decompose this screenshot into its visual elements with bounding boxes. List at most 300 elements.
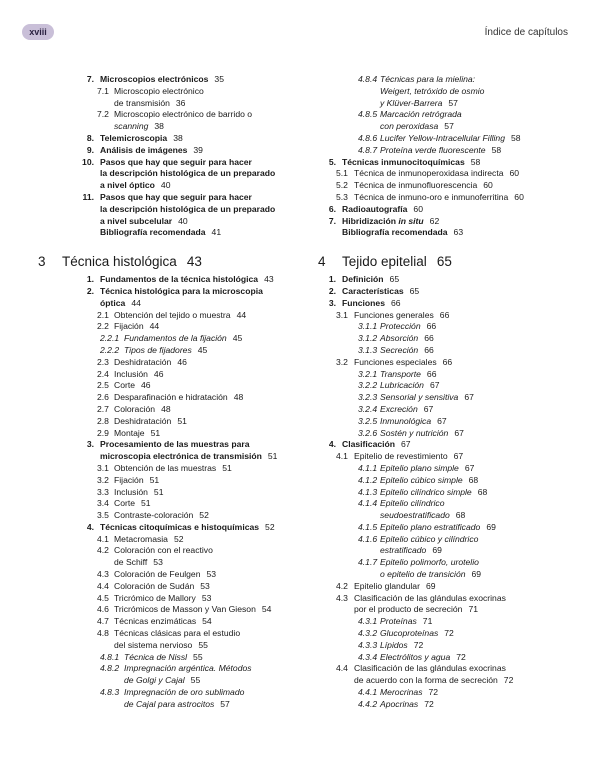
entry-number: 3. bbox=[86, 439, 94, 450]
entry-number: 4.8 bbox=[97, 628, 109, 639]
toc-entry bbox=[318, 616, 580, 628]
entry-title: Técnica de Nissl bbox=[124, 651, 188, 662]
chapter-heading bbox=[318, 253, 580, 271]
entry-title: seudoestratificado bbox=[380, 510, 450, 521]
entry-page: 68 bbox=[468, 474, 479, 485]
entry-title: Microscopio electrónico de barrido o bbox=[114, 109, 253, 120]
entry-title: Coloración de Sudán bbox=[114, 580, 195, 591]
entry-page: 44 bbox=[149, 321, 160, 332]
entry-page: 67 bbox=[454, 427, 464, 438]
toc-entry bbox=[38, 180, 298, 192]
toc-entry bbox=[318, 593, 580, 605]
toc-entry bbox=[38, 652, 298, 664]
toc-entry bbox=[318, 439, 580, 451]
toc-entry bbox=[318, 216, 580, 228]
entry-page: 71 bbox=[468, 604, 479, 615]
entry-title: Pasos que hay que seguir para hacer bbox=[100, 191, 252, 202]
toc-entry bbox=[318, 628, 580, 640]
toc-entry bbox=[38, 310, 298, 322]
entry-title: Proteínas bbox=[380, 616, 417, 627]
entry-title: Técnica histológica para la microscopia bbox=[100, 285, 263, 296]
toc-entry bbox=[318, 274, 580, 286]
entry-page: 46 bbox=[153, 368, 164, 379]
entry-number: 4.3.2 bbox=[358, 628, 378, 639]
entry-number: 3.2.5 bbox=[358, 415, 378, 426]
entry-page: 51 bbox=[177, 415, 187, 426]
entry-page: 66 bbox=[390, 297, 401, 308]
entry-page: 67 bbox=[464, 392, 474, 403]
entry-number: 4.4.1 bbox=[358, 687, 378, 698]
entry-number: 4.8.4 bbox=[358, 74, 378, 84]
entry-title: de Golgi y Cajal bbox=[124, 675, 185, 686]
toc-entry bbox=[38, 569, 298, 581]
entry-title: Fundamentos de la técnica histológica bbox=[100, 274, 259, 285]
toc-entry bbox=[38, 227, 298, 239]
toc-entry bbox=[318, 652, 580, 664]
toc-entry bbox=[318, 640, 580, 652]
entry-page: 53 bbox=[200, 580, 210, 591]
entry-title: Definición bbox=[342, 274, 384, 285]
entry-number: 3.1.3 bbox=[358, 344, 378, 355]
entry-number: 3.1.1 bbox=[358, 321, 378, 332]
entry-number: 2. bbox=[328, 285, 336, 296]
entry-page: 60 bbox=[514, 191, 524, 202]
entry-title: Lucifer Yellow-Intracellular Filling bbox=[380, 132, 505, 143]
entry-number: 4.1.6 bbox=[358, 533, 378, 544]
entry-title: Bibliografía recomendada bbox=[100, 227, 206, 238]
toc-entry bbox=[318, 380, 580, 392]
entry-page: 69 bbox=[486, 521, 496, 532]
toc-entry bbox=[38, 298, 298, 310]
entry-page: 58 bbox=[510, 132, 521, 143]
entry-number: 4.8.6 bbox=[358, 132, 378, 143]
toc-entry bbox=[38, 345, 298, 357]
entry-title: estratificado bbox=[380, 545, 427, 556]
entry-page: 72 bbox=[503, 675, 514, 686]
toc-entry bbox=[318, 675, 580, 687]
entry-number: 4.3.1 bbox=[358, 616, 378, 627]
entry-page: 67 bbox=[453, 451, 464, 462]
toc-entry bbox=[38, 216, 298, 228]
entry-page: 40 bbox=[178, 215, 188, 226]
entry-page: 51 bbox=[141, 498, 151, 509]
toc-entry bbox=[38, 593, 298, 605]
entry-title: Contraste-coloración bbox=[114, 510, 194, 521]
toc-entry bbox=[38, 286, 298, 298]
entry-title: Técnicas para la mielina: bbox=[380, 74, 476, 84]
toc-entry bbox=[318, 487, 580, 499]
entry-page: 48 bbox=[161, 403, 171, 414]
entry-page: 55 bbox=[193, 651, 203, 662]
toc-entry bbox=[38, 699, 298, 711]
entry-number: 4. bbox=[86, 521, 94, 532]
entry-title: Obtención del tejido o muestra bbox=[114, 309, 231, 320]
page-header bbox=[0, 0, 600, 48]
toc-entry bbox=[318, 133, 580, 145]
entry-title: Secreción bbox=[380, 344, 419, 355]
entry-number: 4.3.3 bbox=[358, 639, 378, 650]
entry-page: 65 bbox=[389, 274, 400, 285]
page-folio: xviii bbox=[22, 24, 54, 40]
toc-entry bbox=[38, 581, 298, 593]
entry-number: 3.2 bbox=[336, 356, 348, 367]
toc-entry bbox=[38, 392, 298, 404]
toc-entry bbox=[318, 227, 580, 239]
chapter-number: 3 bbox=[38, 254, 46, 270]
toc-entry bbox=[38, 475, 298, 487]
entry-title: Apocrinas bbox=[380, 698, 419, 709]
toc-column-left bbox=[38, 74, 298, 711]
toc-entry bbox=[38, 109, 298, 121]
toc-entry bbox=[38, 675, 298, 687]
entry-page: 63 bbox=[453, 227, 464, 238]
chapter-title: Tejido epitelial bbox=[342, 254, 427, 270]
entry-title: Coloración con el reactivo bbox=[114, 545, 213, 556]
entry-number: 4.1 bbox=[97, 533, 109, 544]
entry-title: de transmisión bbox=[114, 97, 170, 108]
entry-page: 55 bbox=[190, 675, 201, 686]
entry-title: Coloración bbox=[114, 403, 156, 414]
entry-title: Epitelio plano simple bbox=[380, 462, 459, 473]
entry-title: Marcación retrógrada bbox=[380, 109, 462, 120]
entry-title: Fijación bbox=[114, 321, 144, 332]
entry-number: 7. bbox=[86, 74, 94, 84]
toc-entry bbox=[318, 604, 580, 616]
entry-page: 57 bbox=[220, 698, 230, 709]
toc-entry bbox=[318, 522, 580, 534]
section-gap bbox=[38, 239, 298, 247]
toc-entry bbox=[318, 145, 580, 157]
entry-title: Fundamentos de la fijación bbox=[124, 333, 227, 344]
entry-page: 46 bbox=[177, 356, 187, 367]
entry-page: 66 bbox=[439, 309, 450, 320]
toc-entry bbox=[38, 616, 298, 628]
entry-number: 6. bbox=[328, 203, 336, 214]
entry-title: Técnicas citoquímicas e histoquímicas bbox=[100, 521, 260, 532]
toc-entry bbox=[318, 204, 580, 216]
entry-title-italic: in situ bbox=[398, 215, 424, 226]
toc-entry bbox=[318, 498, 580, 510]
toc-entry bbox=[38, 321, 298, 333]
entry-number: 7.1 bbox=[97, 85, 109, 96]
entry-title: Lubricación bbox=[380, 380, 424, 391]
toc-entry bbox=[318, 451, 580, 463]
entry-title: Clasificación de las glándulas exocrinas bbox=[354, 663, 506, 674]
entry-title: Análisis de imágenes bbox=[100, 144, 188, 155]
entry-page: 38 bbox=[173, 132, 183, 143]
toc-entry bbox=[318, 192, 580, 204]
entry-title: Radioautografía bbox=[342, 203, 408, 214]
entry-number: 4.8.1 bbox=[100, 651, 120, 662]
entry-page: 45 bbox=[197, 344, 208, 355]
toc-entry bbox=[318, 121, 580, 133]
toc-entry bbox=[318, 404, 580, 416]
entry-page: 66 bbox=[424, 333, 434, 344]
entry-title: a nivel óptico bbox=[100, 180, 155, 191]
toc-entry bbox=[318, 286, 580, 298]
entry-number: 4.1.3 bbox=[358, 486, 378, 497]
toc-entry bbox=[318, 74, 580, 86]
entry-page: 72 bbox=[413, 639, 424, 650]
entry-page: 68 bbox=[477, 486, 488, 497]
entry-page: 68 bbox=[455, 510, 466, 521]
toc-entry bbox=[318, 333, 580, 345]
toc-entry bbox=[318, 98, 580, 110]
toc-entry bbox=[318, 157, 580, 169]
entry-number: 11. bbox=[82, 191, 94, 202]
entry-title: Pasos que hay que seguir para hacer bbox=[100, 156, 252, 167]
entry-page: 48 bbox=[233, 392, 244, 403]
entry-title: Hibridización bbox=[342, 215, 396, 226]
entry-title: Epitelio cilíndrico bbox=[380, 498, 445, 509]
entry-number: 2.2 bbox=[97, 321, 109, 332]
toc-entry bbox=[38, 687, 298, 699]
entry-title: Funciones especiales bbox=[354, 356, 437, 367]
entry-number: 4.1 bbox=[336, 451, 348, 462]
entry-title: Características bbox=[342, 285, 404, 296]
entry-title: Corte bbox=[114, 498, 136, 509]
toc-entry bbox=[318, 545, 580, 557]
entry-title: Inclusión bbox=[114, 368, 148, 379]
entry-number: 3.1 bbox=[97, 462, 109, 473]
entry-number: 7. bbox=[328, 215, 336, 226]
toc-entry bbox=[318, 569, 580, 581]
toc-entry bbox=[38, 510, 298, 522]
entry-page: 67 bbox=[429, 380, 440, 391]
toc-entry bbox=[318, 321, 580, 333]
entry-page: 52 bbox=[265, 521, 275, 532]
entry-page: 51 bbox=[222, 462, 232, 473]
entry-title: Fijación bbox=[114, 474, 144, 485]
entry-page: 55 bbox=[198, 639, 208, 650]
entry-number: 2.2.2 bbox=[100, 344, 120, 355]
entry-page: 39 bbox=[193, 144, 203, 155]
toc-entry bbox=[318, 687, 580, 699]
entry-page: 66 bbox=[426, 321, 437, 332]
entry-number: 3.1 bbox=[336, 309, 348, 320]
entry-title: Epitelio cúbico y cilíndrico bbox=[380, 533, 479, 544]
toc-entry bbox=[38, 439, 298, 451]
toc-entry bbox=[38, 522, 298, 534]
toc-entry bbox=[38, 204, 298, 216]
toc-entry bbox=[318, 345, 580, 357]
toc-entry bbox=[38, 463, 298, 475]
entry-title: Técnica de inmunoperoxidasa indirecta bbox=[354, 168, 504, 179]
entry-title: la descripción histológica de un preparado bbox=[100, 168, 276, 179]
entry-number: 2.4 bbox=[97, 368, 109, 379]
entry-title: Telemicroscopia bbox=[100, 132, 168, 143]
entry-title: Lípidos bbox=[380, 639, 408, 650]
entry-title: Montaje bbox=[114, 427, 145, 438]
entry-title: Epitelio plano estratificado bbox=[380, 521, 481, 532]
entry-page: 66 bbox=[426, 368, 437, 379]
entry-number: 4. bbox=[328, 439, 336, 450]
entry-title: Tricrómico de Mallory bbox=[114, 592, 196, 603]
toc-entry bbox=[318, 557, 580, 569]
entry-title: Técnicas clásicas para el estudio bbox=[114, 628, 241, 639]
entry-number: 5. bbox=[328, 156, 336, 167]
toc-entry bbox=[318, 510, 580, 522]
entry-title: Inmunológica bbox=[380, 415, 432, 426]
entry-number: 4.3.4 bbox=[358, 651, 378, 662]
entry-title: Absorción bbox=[380, 333, 419, 344]
entry-number: 3.2.2 bbox=[358, 380, 378, 391]
toc-entry bbox=[38, 557, 298, 569]
entry-page: 41 bbox=[211, 227, 222, 238]
entry-page: 60 bbox=[509, 168, 520, 179]
entry-title: Inclusión bbox=[114, 486, 148, 497]
entry-number: 7.2 bbox=[97, 109, 109, 120]
entry-title: de Schiff bbox=[114, 557, 148, 568]
entry-title: Weigert, tetróxido de osmio bbox=[380, 85, 485, 96]
entry-title: Electrólitos y agua bbox=[380, 651, 451, 662]
toc-entry bbox=[318, 534, 580, 546]
entry-title: del sistema nervioso bbox=[114, 639, 193, 650]
entry-title: Epitelio glandular bbox=[354, 580, 420, 591]
entry-page: 53 bbox=[201, 592, 212, 603]
toc-entry bbox=[38, 380, 298, 392]
entry-number: 4.7 bbox=[97, 616, 109, 627]
entry-title: Desparafinación e hidratación bbox=[114, 392, 228, 403]
toc-entry bbox=[38, 133, 298, 145]
chapter-page: 65 bbox=[436, 254, 452, 270]
entry-number: 2.2.1 bbox=[100, 333, 120, 344]
toc-entry bbox=[38, 404, 298, 416]
entry-number: 10. bbox=[82, 156, 94, 167]
entry-page: 40 bbox=[160, 180, 171, 191]
entry-title: Técnicas enzimáticas bbox=[114, 616, 197, 627]
entry-title: Bibliografía recomendada bbox=[342, 227, 448, 238]
entry-number: 3.2 bbox=[97, 474, 109, 485]
toc-entry bbox=[38, 628, 298, 640]
entry-title: Clasificación bbox=[342, 439, 396, 450]
entry-number: 4.1.5 bbox=[358, 521, 378, 532]
entry-page: 66 bbox=[424, 344, 434, 355]
entry-title: óptica bbox=[100, 297, 126, 308]
entry-title: Metacromasia bbox=[114, 533, 168, 544]
entry-number: 5.2 bbox=[336, 180, 348, 191]
entry-page: 65 bbox=[409, 285, 420, 296]
entry-number: 4.1.1 bbox=[358, 462, 378, 473]
entry-page: 62 bbox=[429, 215, 440, 226]
toc-entry bbox=[38, 274, 298, 286]
entry-page: 52 bbox=[199, 510, 209, 521]
entry-page: 35 bbox=[214, 74, 224, 84]
entry-number: 3.2.1 bbox=[358, 368, 378, 379]
toc-entry bbox=[38, 369, 298, 381]
toc-entry bbox=[38, 428, 298, 440]
toc-entry bbox=[38, 416, 298, 428]
entry-page: 44 bbox=[131, 297, 141, 308]
entry-number: 4.1.4 bbox=[358, 498, 378, 509]
entry-number: 3.4 bbox=[97, 498, 109, 509]
entry-number: 3.5 bbox=[97, 510, 109, 521]
entry-title: Proteína verde fluorescente bbox=[380, 144, 486, 155]
entry-page: 60 bbox=[413, 203, 423, 214]
entry-page: 58 bbox=[491, 144, 502, 155]
entry-title: Corte bbox=[114, 380, 136, 391]
entry-page: 44 bbox=[236, 309, 247, 320]
entry-title: Epitelio de revestimiento bbox=[354, 451, 448, 462]
entry-title: Deshidratación bbox=[114, 415, 172, 426]
entry-number: 2.5 bbox=[97, 380, 109, 391]
chapter-page: 43 bbox=[186, 254, 202, 270]
entry-page: 51 bbox=[150, 427, 161, 438]
entry-title: Epitelio polimorfo, urotelio bbox=[380, 557, 479, 568]
entry-number: 4.5 bbox=[97, 592, 109, 603]
entry-page: 51 bbox=[267, 451, 278, 462]
entry-number: 2.1 bbox=[97, 309, 109, 320]
toc-entry bbox=[38, 74, 298, 86]
toc-entry bbox=[38, 333, 298, 345]
entry-number: 4.8.5 bbox=[358, 109, 378, 120]
entry-number: 9. bbox=[86, 144, 94, 155]
entry-number: 4.4.2 bbox=[358, 698, 378, 709]
entry-title: Epitelio cúbico simple bbox=[380, 474, 463, 485]
entry-page: 53 bbox=[206, 569, 217, 580]
entry-title: Técnica de inmunofluorescencia bbox=[354, 180, 478, 191]
toc-entry bbox=[38, 168, 298, 180]
entry-title: Epitelio cilíndrico simple bbox=[380, 486, 472, 497]
entry-number: 2.6 bbox=[97, 392, 109, 403]
entry-page: 57 bbox=[448, 97, 458, 108]
entry-number: 4.2 bbox=[97, 545, 109, 556]
entry-title: Impregnación argéntica. Métodos bbox=[124, 663, 252, 674]
entry-title: Impregnación de oro sublimado bbox=[124, 687, 245, 698]
toc-entry bbox=[38, 487, 298, 499]
entry-title: Técnica de inmuno-oro e inmunoferritina bbox=[354, 191, 509, 202]
entry-number: 4.3 bbox=[97, 569, 109, 580]
entry-title: con peroxidasa bbox=[380, 121, 439, 132]
entry-page: 43 bbox=[264, 274, 274, 285]
entry-number: 2.3 bbox=[97, 356, 109, 367]
toc-entry bbox=[38, 451, 298, 463]
entry-page: 45 bbox=[232, 333, 243, 344]
toc-entry bbox=[318, 463, 580, 475]
entry-number: 8. bbox=[86, 132, 94, 143]
entry-title: microscopia electrónica de transmisión bbox=[100, 451, 262, 462]
entry-title: Coloración de Feulgen bbox=[114, 569, 201, 580]
entry-number: 4.4 bbox=[336, 663, 348, 674]
entry-page: 69 bbox=[425, 580, 436, 591]
entry-page: 71 bbox=[422, 616, 433, 627]
entry-title: de acuerdo con la forma de secreción bbox=[354, 675, 498, 686]
entry-number: 4.6 bbox=[97, 604, 109, 615]
entry-page: 72 bbox=[444, 628, 454, 639]
entry-page: 72 bbox=[424, 698, 434, 709]
entry-page: 53 bbox=[153, 557, 163, 568]
entry-page: 67 bbox=[423, 403, 434, 414]
entry-number: 5.3 bbox=[336, 191, 348, 202]
entry-title: Técnicas inmunocitoquímicas bbox=[342, 156, 465, 167]
entry-page: 58 bbox=[470, 156, 481, 167]
entry-number: 1. bbox=[86, 274, 94, 285]
toc-entry bbox=[318, 310, 580, 322]
entry-title: Microscopios electrónicos bbox=[100, 74, 209, 84]
entry-title: Tipos de fijadores bbox=[124, 344, 192, 355]
entry-number: 2.8 bbox=[97, 415, 109, 426]
running-head: Índice de capítulos bbox=[484, 27, 568, 38]
entry-title: Merocrinas bbox=[380, 687, 423, 698]
section-gap bbox=[318, 239, 580, 247]
entry-title: scanning bbox=[114, 121, 149, 132]
entry-title: Protección bbox=[380, 321, 421, 332]
toc-entry bbox=[318, 428, 580, 440]
toc-entry bbox=[38, 545, 298, 557]
entry-title: la descripción histológica de un preparado bbox=[100, 203, 276, 214]
entry-number: 2.7 bbox=[97, 403, 109, 414]
entry-number: 4.3 bbox=[336, 592, 348, 603]
